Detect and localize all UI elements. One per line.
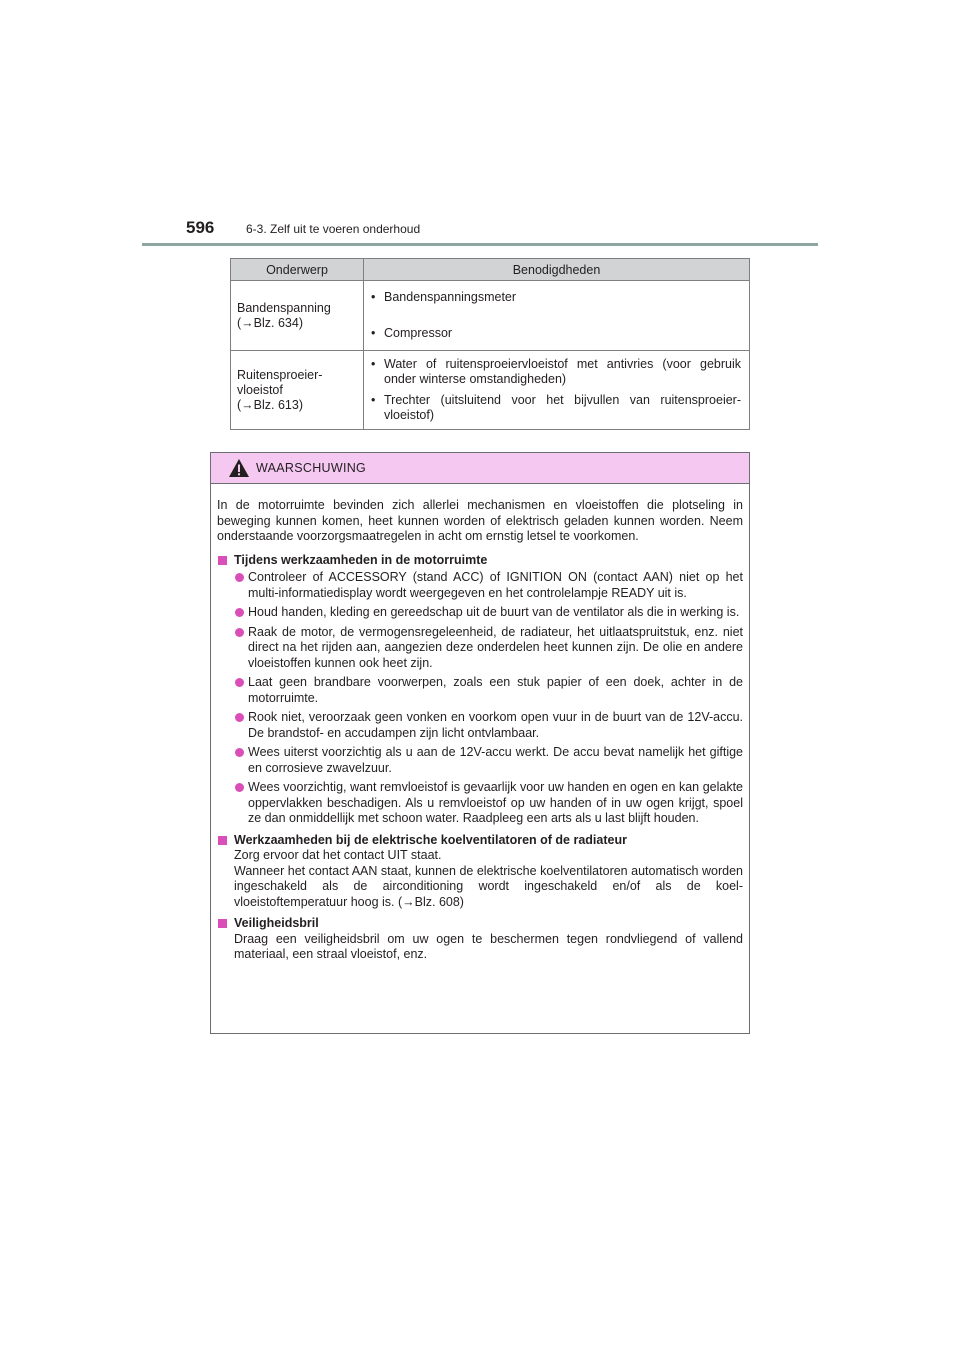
warning-paragraph: Wanneer het contact AAN staat, kunnen de elektrische koelventilatoren automatisch worden ingeschakeld als de airconditioning wordt ingeschakeld en/of als de koel-vloeistoftemperatuur hoog is. (→Blz. 608) — [234, 863, 743, 909]
circle-bullet-icon — [235, 783, 244, 792]
list-item: • Compressor — [370, 326, 741, 341]
topic-line: Bandenspanning — [237, 300, 331, 315]
table-cell-topic — [231, 351, 364, 430]
circle-bullet-icon — [235, 608, 244, 617]
warning-body — [211, 484, 749, 963]
list-item — [217, 605, 743, 621]
list-item — [217, 710, 743, 741]
circle-bullet-icon — [235, 573, 244, 582]
list-item — [217, 780, 743, 827]
needs-list — [370, 357, 741, 423]
list-item — [217, 625, 743, 672]
warning-subheading — [217, 833, 743, 849]
warning-intro: In de motorruimte bevinden zich allerlei mechanismen en vloeistoffen die plotseling in beweging kunnen komen, heet kunnen worden of elektrisch geladen kunnen worden. Neem onderstaande voorzorgsmaatregelen in acht om ernstig letsel te voorkomen. — [217, 498, 743, 543]
list-item — [217, 745, 743, 776]
header-rule — [142, 243, 818, 246]
subheading-text: Werkzaamheden bij de elektrische koelventilatoren of de radiateur — [234, 832, 627, 847]
tools-table — [230, 258, 750, 430]
table-cell-needs — [364, 351, 750, 430]
circle-bullet-icon — [235, 713, 244, 722]
warning-bullet-list — [217, 570, 743, 827]
table-cell-topic — [231, 281, 364, 351]
topic-line: Ruitensproeier- — [237, 367, 323, 382]
circle-bullet-icon — [235, 678, 244, 687]
warning-subheading — [217, 553, 743, 569]
bullet-text: Wees uiterst voorzichtig als u aan de 12V-accu werkt. De accu bevat namelijk het giftige en corrosieve zwavelzuur. — [248, 745, 743, 775]
topic-line: vloeistof — [237, 382, 283, 397]
subheading-text: Veiligheidsbril — [234, 916, 319, 930]
circle-bullet-icon — [235, 748, 244, 757]
column-header-needs: Benodigdheden — [364, 259, 750, 281]
page-reference: (→Blz. 613) — [237, 397, 303, 412]
warning-box — [210, 452, 750, 1034]
circle-bullet-icon — [235, 628, 244, 637]
warning-triangle-icon — [228, 458, 250, 478]
table-row — [231, 281, 750, 351]
list-item: • Water of ruitensproeiervloeistof met antivries (voor gebruik onder winterse omstandigheden) — [370, 357, 741, 387]
table-header-row — [231, 259, 750, 281]
bullet-text: Controleer of ACCESSORY (stand ACC) of IGNITION ON (contact AAN) niet op het multi-informatiedisplay wordt weergegeven en het controlelampje READY uit is. — [248, 570, 743, 600]
subheading-text: Tijdens werkzaamheden in de motorruimte — [234, 552, 488, 567]
column-header-topic: Onderwerp — [231, 259, 364, 281]
table-cell-needs — [364, 281, 750, 351]
bullet-text: Rook niet, veroorzaak geen vonken en voorkom open vuur in de buurt van de 12V-accu. De brandstof- en accudampen zijn licht ontvlambaar. — [248, 710, 743, 740]
warning-subheading — [217, 916, 743, 932]
warning-paragraph: Zorg ervoor dat het contact UIT staat. — [234, 848, 442, 862]
list-item — [217, 675, 743, 706]
warning-paragraph: Draag een veiligheidsbril om uw ogen te beschermen tegen rondvliegend of vallend materiaal, een straal vloeistof, enz. — [234, 931, 743, 961]
bullet-text: Houd handen, kleding en gereedschap uit de buurt van de ventilator als die in werking is. — [248, 605, 740, 619]
needs-list — [370, 290, 741, 341]
square-bullet-icon — [218, 836, 227, 845]
page-number: 596 — [186, 218, 215, 237]
page-reference: (→Blz. 634) — [237, 315, 303, 330]
table-row — [231, 351, 750, 430]
list-item — [217, 570, 743, 601]
square-bullet-icon — [218, 556, 227, 565]
square-bullet-icon — [218, 919, 227, 928]
bullet-text: Wees voorzichtig, want remvloeistof is gevaarlijk voor uw handen en ogen en kan gelakte oppervlakken beschadigen. Als u remvloeistof op uw handen of in uw ogen krijgt, spoel ze dan onmiddellijk met schoon water. Raadpleeg een arts als u last blijft houden. — [248, 780, 743, 825]
section-title: 6-3. Zelf uit te voeren onderhoud — [246, 222, 421, 236]
list-item: • Trechter (uitsluitend voor het bijvullen van ruitensproeier-vloeistof) — [370, 393, 741, 423]
bullet-text: Laat geen brandbare voorwerpen, zoals een stuk papier of een doek, achter in de motorruimte. — [248, 675, 743, 705]
warning-title: WAARSCHUWING — [256, 461, 367, 475]
warning-header — [211, 453, 749, 484]
bullet-text: Raak de motor, de vermogensregeleenheid, de radiateur, het uitlaatspruitstuk, enz. niet direct na het rijden aan, aangezien deze onderdelen heet kunnen zijn. De olie en andere vloeistoffen kunnen ook heet zijn. — [248, 624, 743, 670]
list-item: • Bandenspanningsmeter — [370, 290, 741, 305]
